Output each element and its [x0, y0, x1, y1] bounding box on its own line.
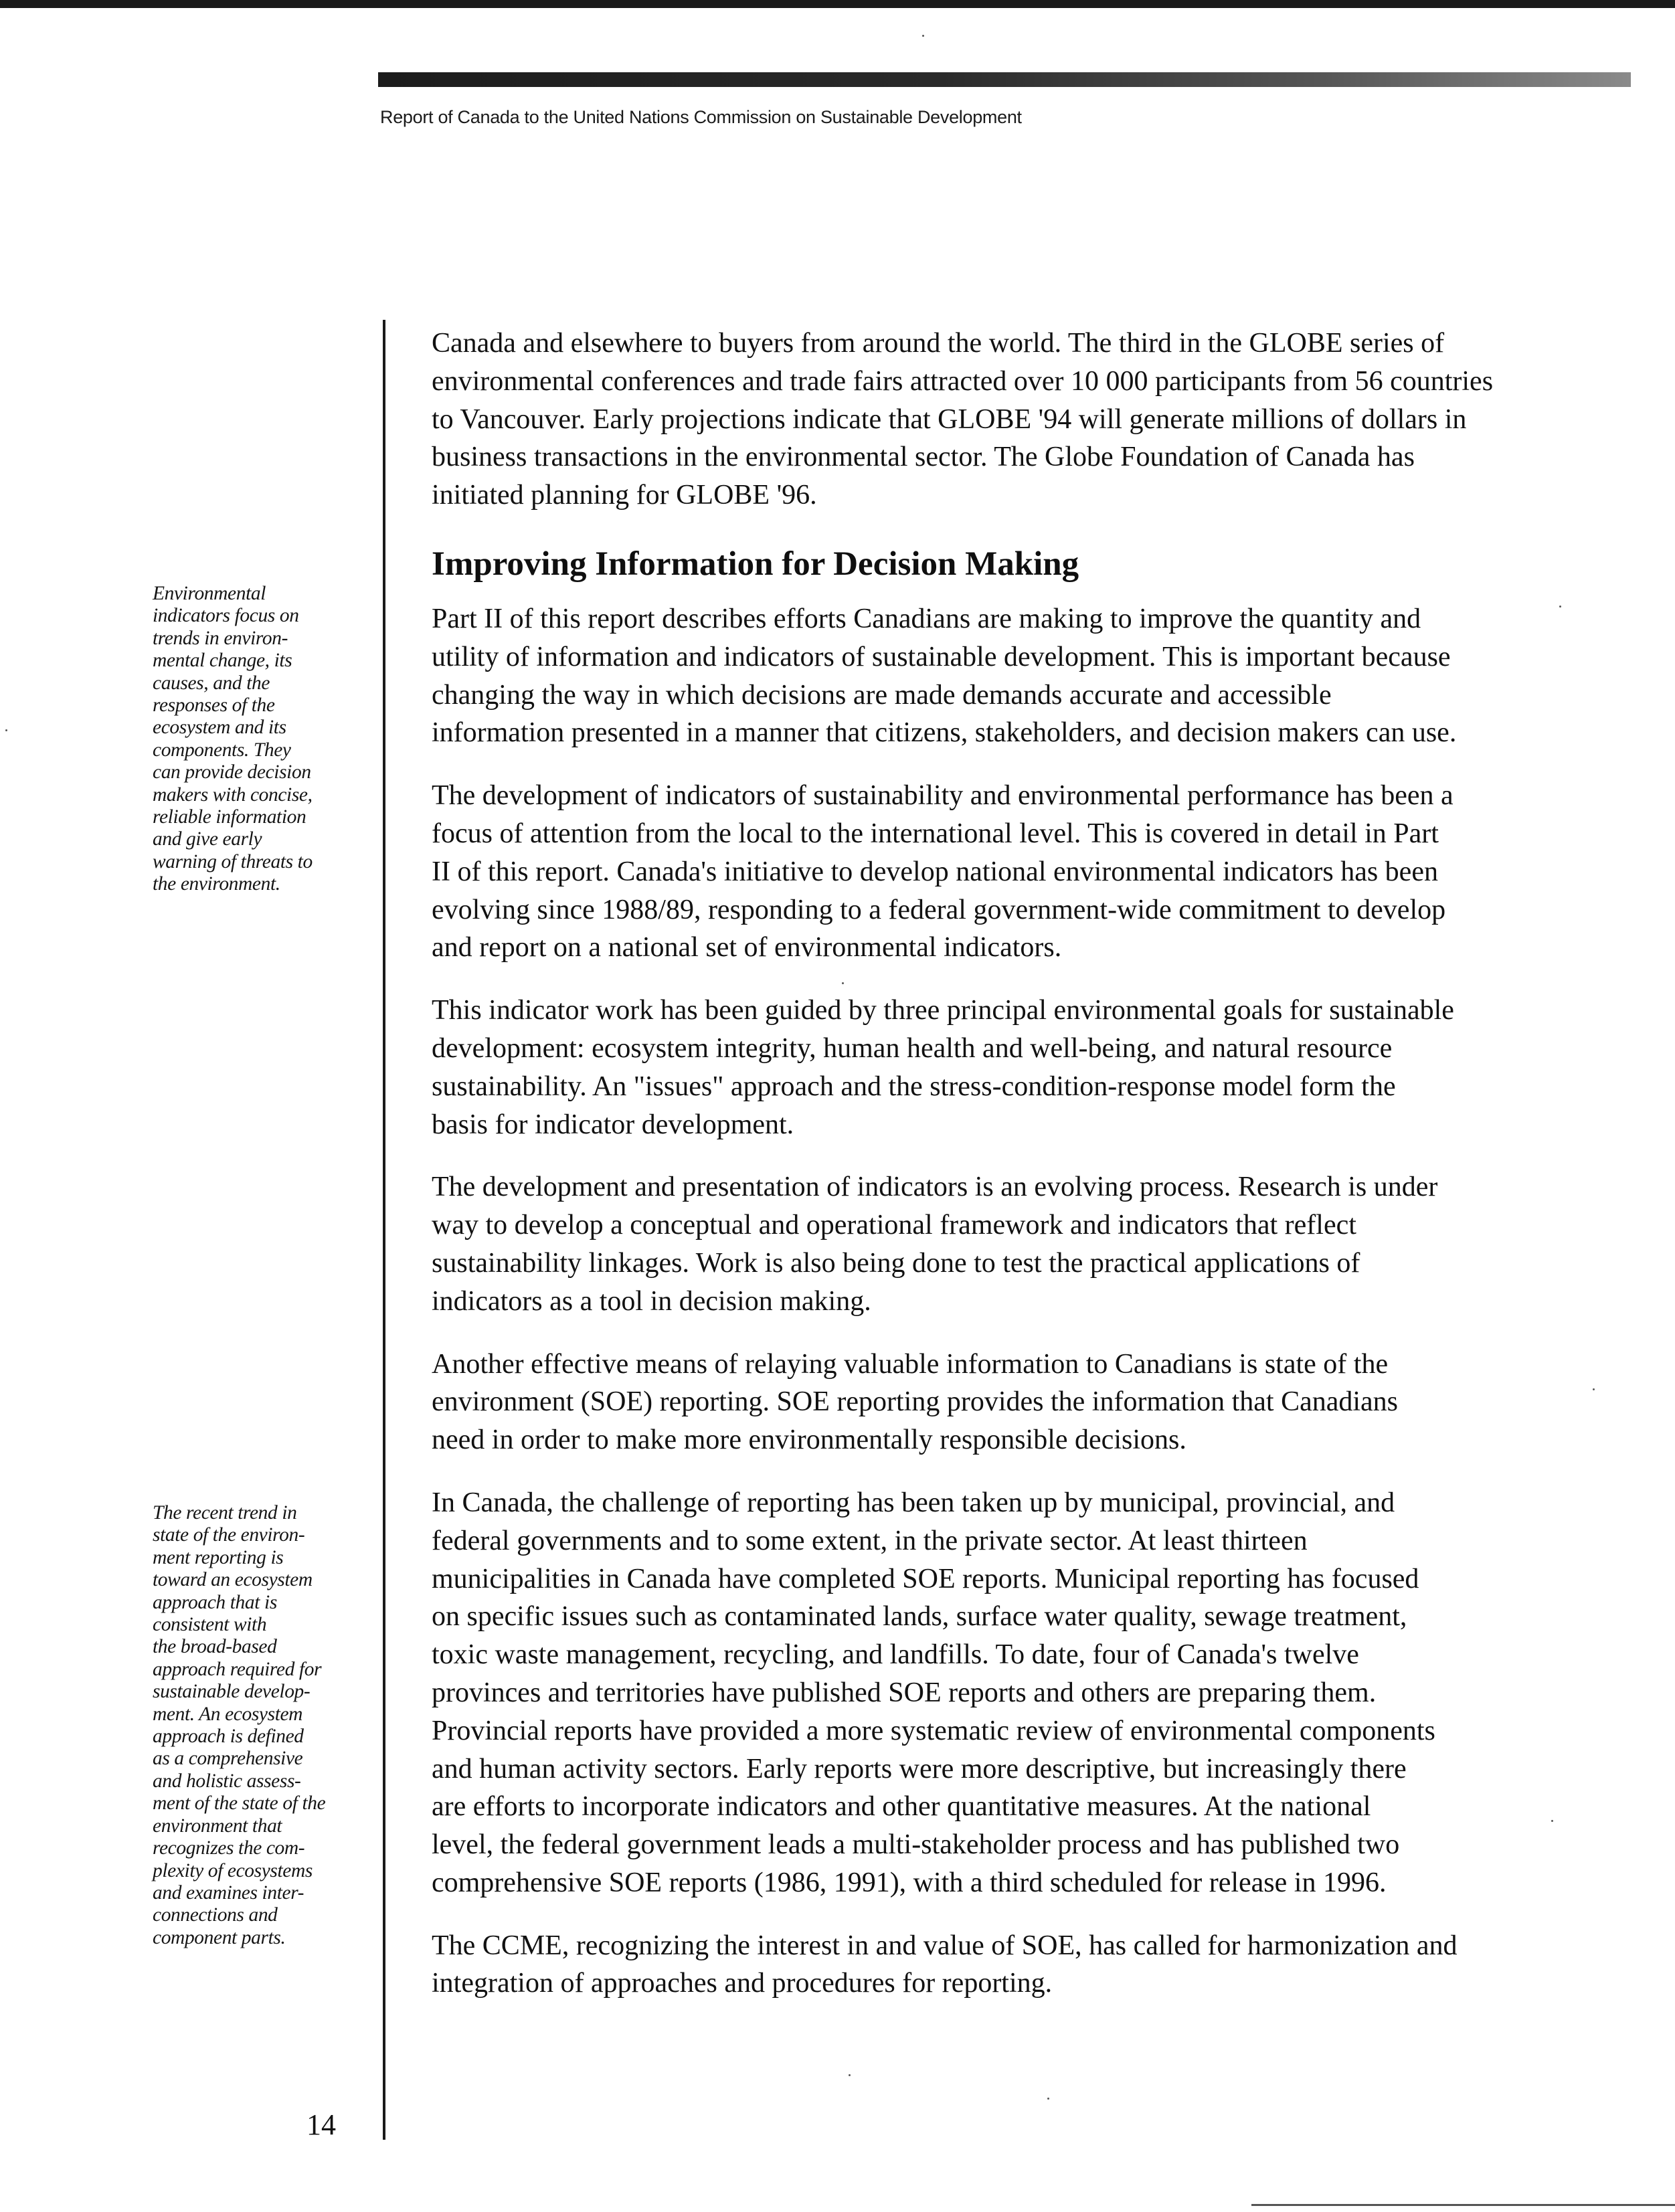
text-line: components. They: [153, 739, 291, 761]
scan-speck: [1551, 1820, 1553, 1822]
body-paragraph: [432, 777, 1599, 967]
text-line: on specific issues such as contaminated lands, surface water quality, sewage treatment,: [432, 1601, 1407, 1633]
text-line: as a comprehensive: [153, 1748, 303, 1770]
text-line: state of the environ-: [153, 1524, 305, 1546]
text-line: approach that is: [153, 1591, 277, 1613]
text-line: and report on a national set of environmental indicators.: [432, 932, 1062, 963]
text-line: sustainability linkages. Work is also being done to test the practical applications of: [432, 1247, 1360, 1279]
text-line: and holistic assess-: [153, 1770, 301, 1792]
text-line: level, the federal government leads a multi-stakeholder process and has published two: [432, 1829, 1400, 1861]
text-line: ment reporting is: [153, 1546, 284, 1568]
text-line: focus of attention from the local to the international level. This is covered in detail in Part: [432, 818, 1439, 849]
scan-edge: [0, 0, 1675, 8]
text-line: The development of indicators of sustainability and environmental performance has been a: [432, 780, 1453, 812]
text-line: development: ecosystem integrity, human health and well-being, and natural resource: [432, 1032, 1393, 1064]
text-line: ment. An ecosystem: [153, 1703, 303, 1725]
text-line: toward an ecosystem: [153, 1569, 313, 1591]
column-divider: [383, 320, 385, 2140]
body-paragraph: [432, 1927, 1599, 2003]
text-line: ecosystem and its: [153, 717, 286, 739]
text-line: consistent with: [153, 1614, 267, 1636]
text-line: The recent trend in: [153, 1502, 297, 1524]
text-line: municipalities in Canada have completed SOE reports. Municipal reporting has focused: [432, 1563, 1419, 1594]
text-line: causes, and the: [153, 672, 270, 694]
text-line: need in order to make more environmentally responsible decisions.: [432, 1424, 1186, 1456]
scan-speck: [1047, 2098, 1049, 2100]
scan-speck: [922, 35, 924, 37]
text-line: initiated planning for GLOBE '96.: [432, 480, 817, 511]
text-line: Part II of this report describes efforts Canadians are making to improve the quantity and: [432, 603, 1421, 634]
text-line: approach required for: [153, 1658, 322, 1680]
text-line: the broad-based: [153, 1636, 277, 1658]
text-line: changing the way in which decisions are made demands accurate and accessible: [432, 679, 1332, 711]
text-line: are efforts to incorporate indicators and other quantitative measures. At the national: [432, 1791, 1371, 1823]
text-line: reliable information: [153, 806, 306, 828]
margin-note-soe-trend: [153, 1502, 373, 1949]
text-line: environment that: [153, 1815, 282, 1837]
text-line: sustainability. An "issues" approach and the stress-condition-response model form the: [432, 1071, 1396, 1102]
text-line: connections and: [153, 1904, 278, 1926]
body-paragraph: [432, 1168, 1599, 1320]
running-header: Report of Canada to the United Nations Commission on Sustainable Development: [380, 107, 1022, 127]
text-line: environmental conferences and trade fairs attracted over 10 000 participants from 56 countries: [432, 365, 1494, 397]
text-line: Another effective means of relaying valuable information to Canadians is state of the: [432, 1348, 1389, 1380]
margin-note-indicators: [153, 583, 373, 896]
text-line: information presented in a manner that citizens, stakeholders, and decision makers can use.: [432, 717, 1457, 749]
scan-speck: [5, 729, 7, 731]
text-line: federal governments and to some extent, in the private sector. At least thirteen: [432, 1525, 1308, 1556]
page-number: 14: [306, 2108, 336, 2141]
scan-speck: [1593, 1388, 1595, 1390]
text-line: the environment.: [153, 873, 280, 895]
text-line: trends in environ-: [153, 627, 288, 649]
header-rule: [378, 72, 1631, 87]
text-line: integration of approaches and procedures for reporting.: [432, 1968, 1053, 1999]
text-line: responses of the: [153, 695, 275, 717]
text-line: sustainable develop-: [153, 1681, 311, 1703]
text-line: mental change, its: [153, 650, 292, 672]
text-line: Canada and elsewhere to buyers from around the world. The third in the GLOBE series of: [432, 328, 1445, 359]
text-line: and examines inter-: [153, 1881, 304, 1904]
scan-speck: [849, 2074, 851, 2076]
text-line: indicators focus on: [153, 605, 299, 627]
text-line: The CCME, recognizing the interest in and value of SOE, has called for harmonization and: [432, 1930, 1458, 1961]
text-line: evolving since 1988/89, responding to a federal government-wide commitment to develop: [432, 894, 1446, 925]
text-line: environment (SOE) reporting. SOE reporting provides the information that Canadians: [432, 1386, 1399, 1418]
text-line: can provide decision: [153, 761, 311, 784]
text-line: makers with concise,: [153, 784, 313, 806]
body-paragraph: [432, 1346, 1599, 1459]
text-line: Environmental: [153, 583, 266, 604]
text-line: and give early: [153, 828, 262, 850]
section-heading: Improving Information for Decision Making: [432, 545, 1079, 583]
text-line: plexity of ecosystems: [153, 1859, 313, 1881]
text-line: recognizes the com-: [153, 1837, 305, 1859]
scan-speck: [1559, 606, 1561, 608]
text-line: business transactions in the environmental sector. The Globe Foundation of Canada has: [432, 442, 1415, 473]
text-line: component parts.: [153, 1926, 286, 1948]
text-line: to Vancouver. Early projections indicate that GLOBE '94 will generate millions of dollars in: [432, 403, 1467, 435]
text-line: The development and presentation of indicators is an evolving process. Research is under: [432, 1172, 1438, 1203]
text-line: comprehensive SOE reports (1986, 1991), with a third scheduled for release in 1996.: [432, 1867, 1387, 1898]
text-line: basis for indicator development.: [432, 1109, 794, 1140]
body-paragraph: [432, 1484, 1599, 1902]
text-line: warning of threats to: [153, 850, 313, 872]
text-line: and human activity sectors. Early reports were more descriptive, but increasingly there: [432, 1753, 1407, 1784]
scan-speck: [842, 982, 844, 984]
scan-edge-bottom: [1251, 2204, 1675, 2206]
text-line: Provincial reports have provided a more systematic review of environmental components: [432, 1715, 1435, 1746]
text-line: toxic waste management, recycling, and landfills. To date, four of Canada's twelve: [432, 1639, 1359, 1671]
text-line: way to develop a conceptual and operational framework and indicators that reflect: [432, 1210, 1356, 1241]
text-line: indicators as a tool in decision making.: [432, 1285, 871, 1317]
text-line: provinces and territories have published SOE reports and others are preparing them.: [432, 1677, 1377, 1708]
text-line: In Canada, the challenge of reporting has been taken up by municipal, provincial, and: [432, 1487, 1395, 1518]
intro-paragraph: [432, 325, 1599, 515]
text-line: approach is defined: [153, 1726, 304, 1748]
body-paragraph: [432, 600, 1599, 752]
text-line: utility of information and indicators of sustainable development. This is important because: [432, 641, 1451, 672]
body-paragraph: [432, 992, 1599, 1143]
text-line: ment of the state of the: [153, 1792, 326, 1815]
text-line: This indicator work has been guided by three principal environmental goals for sustainable: [432, 995, 1454, 1026]
main-column: [432, 325, 1599, 2003]
text-line: II of this report. Canada's initiative to develop national environmental indicators has been: [432, 856, 1438, 887]
